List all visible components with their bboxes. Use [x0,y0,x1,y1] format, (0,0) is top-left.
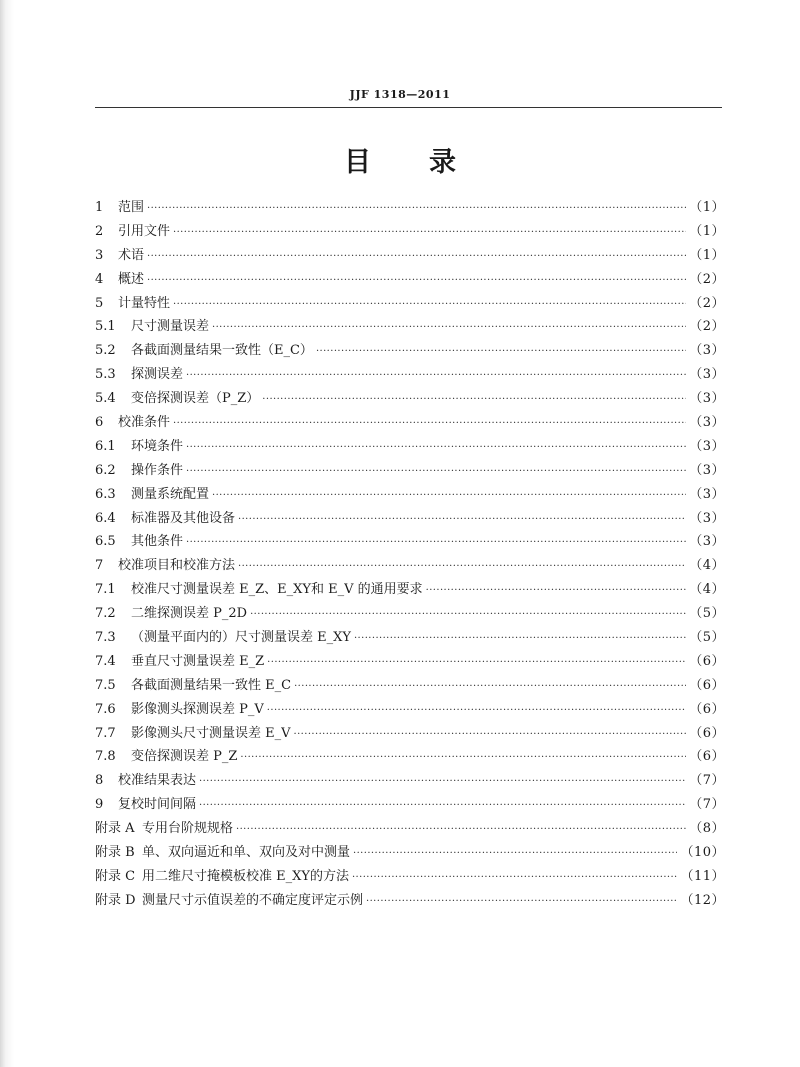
toc-entry-page: （2） [689,295,725,311]
toc-dot-leader [212,322,686,333]
toc-entry[interactable] [95,387,725,411]
toc-entry-page: （7） [689,773,725,789]
toc-dot-leader [236,824,686,835]
toc-entry-number: 7.1 [95,582,116,598]
toc-dot-leader [267,705,686,716]
toc-entry[interactable] [95,483,725,507]
toc-entry-title: 垂直尺寸测量误差 E_Z [131,653,265,669]
toc-entry-title: 校准尺寸测量误差 E_Z、E_XY和 E_V 的通用要求 [131,582,423,598]
toc-dot-leader [173,227,686,238]
toc-entry-title: 操作条件 [131,462,184,478]
toc-entry-title: 探测误差 [131,367,184,383]
toc-dot-leader [186,370,686,381]
toc-entry[interactable] [95,889,725,913]
toc-dot-leader [212,490,686,501]
toc-entry-number: 7.8 [95,749,116,765]
toc-dot-leader [354,633,686,644]
toc-entry[interactable] [95,554,725,578]
toc-entry-page: （1） [689,200,725,215]
toc-entry[interactable] [95,459,725,483]
toc-entry-page: （2） [689,271,725,287]
toc-entry-page: （8） [689,821,725,837]
toc-entry[interactable] [95,698,725,722]
toc-entry[interactable] [95,363,725,387]
toc-entry-title: 环境条件 [131,438,184,454]
toc-entry-title: 计量特性 [118,295,171,311]
toc-dot-leader [366,896,677,907]
toc-dot-leader [147,251,686,262]
toc-entry-page: （3） [689,438,725,454]
toc-entry-title: 其他条件 [131,534,184,550]
toc-entry-page: （3） [689,510,725,526]
table-of-contents [95,196,725,913]
toc-entry-number: 9 [95,797,104,813]
toc-entry[interactable] [95,865,725,889]
toc-dot-leader [173,299,686,310]
toc-entry[interactable] [95,411,725,435]
toc-entry-title: 各截面测量结果一致性（E_C） [131,343,313,359]
toc-dot-leader [238,514,686,525]
toc-dot-leader [186,466,686,477]
toc-entry[interactable] [95,650,725,674]
toc-entry-number: 6.3 [95,486,116,502]
toc-entry-number: 7.7 [95,725,116,741]
toc-entry[interactable] [95,841,725,865]
toc-entry[interactable] [95,244,725,268]
toc-entry-title: 引用文件 [118,223,171,239]
toc-dot-leader [147,203,686,214]
toc-entry-title: 二维探测误差 P_2D [131,606,248,622]
toc-entry[interactable] [95,339,725,363]
toc-entry-number: 5.3 [95,367,116,383]
toc-entry-number: 6.5 [95,534,116,550]
toc-entry-title: 标准器及其他设备 [131,510,236,526]
toc-entry-page: （6） [689,749,725,765]
toc-entry[interactable] [95,602,725,626]
toc-entry-number: 5.2 [95,343,116,359]
toc-entry-title: 变倍探测误差 P_Z [131,749,238,765]
toc-entry-page: （3） [689,486,725,502]
toc-entry-title: 单、双向逼近和单、双向及对中测量 [142,845,351,861]
toc-dot-leader [199,800,686,811]
toc-entry[interactable] [95,196,725,220]
toc-entry-number: 5 [95,295,104,311]
toc-entry-page: （2） [689,319,725,335]
toc-entry[interactable] [95,435,725,459]
toc-entry-title: 用二维尺寸掩模板校准 E_XY的方法 [142,868,349,884]
toc-entry-page: （3） [689,367,725,383]
toc-entry-page: （10） [680,845,725,861]
toc-entry-title: 复校时间间隔 [118,797,197,813]
toc-entry[interactable] [95,315,725,339]
toc-dot-leader [294,681,686,692]
standard-code-header: JJF 1318—2011 [349,88,451,101]
toc-entry-number: 6 [95,415,104,431]
toc-dot-leader [294,729,687,740]
toc-dot-leader [267,657,686,668]
toc-entry-number: 5.1 [95,319,116,335]
page-title: 目录 [344,147,514,178]
toc-entry-page: （3） [689,391,725,407]
toc-entry-number: 4 [95,271,104,287]
toc-entry-title: 校准条件 [118,415,171,431]
toc-dot-leader [186,537,686,548]
toc-entry-title: 尺寸测量误差 [131,319,210,335]
toc-entry-page: （3） [689,415,725,431]
toc-entry[interactable] [95,674,725,698]
toc-entry-number: 2 [95,223,104,239]
toc-entry-page: （3） [689,462,725,478]
toc-entry-title: 概述 [118,271,145,287]
toc-entry-number: 6.1 [95,438,116,454]
toc-entry-number: 8 [95,773,104,789]
toc-entry-page: （4） [689,558,725,574]
toc-entry[interactable] [95,817,725,841]
toc-entry-page: （6） [689,725,725,741]
toc-entry-title: （测量平面内的）尺寸测量误差 E_XY [131,630,351,646]
toc-entry-title: 变倍探测误差（P_Z） [131,391,260,407]
toc-entry-page: （12） [680,892,725,908]
toc-entry-number: 7.4 [95,653,116,669]
toc-dot-leader [147,275,686,286]
toc-entry-page: （4） [689,582,725,598]
toc-dot-leader [238,561,686,572]
toc-entry-number: 附录 C [95,868,136,884]
toc-entry[interactable] [95,578,725,602]
toc-entry-page: （11） [680,868,725,884]
toc-entry-page: （1） [689,223,725,239]
toc-entry-number: 7.2 [95,606,116,622]
toc-entry-number: 附录 B [95,845,135,861]
toc-entry[interactable] [95,626,725,650]
toc-entry-number: 附录 D [95,892,136,908]
toc-dot-leader [186,442,686,453]
toc-dot-leader [316,346,686,357]
toc-entry-title: 影像测头探测误差 P_V [131,701,264,717]
toc-entry-page: （6） [689,701,725,717]
toc-entry-title: 校准结果表达 [118,773,197,789]
toc-entry-title: 专用台阶规规格 [142,821,234,837]
toc-dot-leader [426,585,687,596]
toc-entry-number: 7.5 [95,677,116,693]
toc-entry-number: 附录 A [95,821,135,837]
toc-entry[interactable] [95,507,725,531]
toc-entry-page: （5） [689,606,725,622]
toc-dot-leader [173,418,686,429]
toc-entry-title: 测量系统配置 [131,486,210,502]
toc-entry-number: 6.4 [95,510,116,526]
toc-entry-number: 1 [95,200,104,215]
toc-entry-page: （3） [689,343,725,359]
toc-entry[interactable] [95,745,725,769]
toc-dot-leader [240,752,686,763]
toc-entry-number: 7.6 [95,701,116,717]
toc-entry-number: 6.2 [95,462,116,478]
toc-entry-number: 7 [95,558,104,574]
toc-entry-title: 校准项目和校准方法 [118,558,236,574]
toc-entry-title: 影像测头尺寸测量误差 E_V [131,725,291,741]
toc-entry-number: 5.4 [95,391,116,407]
toc-entry-page: （5） [689,630,725,646]
header-rule [95,107,722,108]
toc-entry[interactable] [95,268,725,292]
toc-entry-page: （6） [689,653,725,669]
toc-entry-title: 测量尺寸示值误差的不确定度评定示例 [142,892,364,908]
toc-entry[interactable] [95,769,725,793]
toc-entry[interactable] [95,220,725,244]
toc-entry-number: 3 [95,247,104,263]
toc-entry-page: （6） [689,677,725,693]
toc-entry[interactable] [95,530,725,554]
toc-entry-page: （3） [689,534,725,550]
toc-entry-page: （1） [689,247,725,263]
toc-dot-leader [352,872,677,883]
toc-dot-leader [262,394,686,405]
toc-entry[interactable] [95,292,725,316]
toc-entry[interactable] [95,793,725,817]
toc-dot-leader [353,848,677,859]
toc-dot-leader [199,776,686,787]
toc-entry-page: （7） [689,797,725,813]
toc-entry-title: 范围 [118,200,145,215]
toc-entry-number: 7.3 [95,630,116,646]
toc-entry-title: 各截面测量结果一致性 E_C [131,677,292,693]
toc-entry-title: 术语 [118,247,145,263]
toc-entry[interactable] [95,722,725,746]
toc-dot-leader [250,609,686,620]
